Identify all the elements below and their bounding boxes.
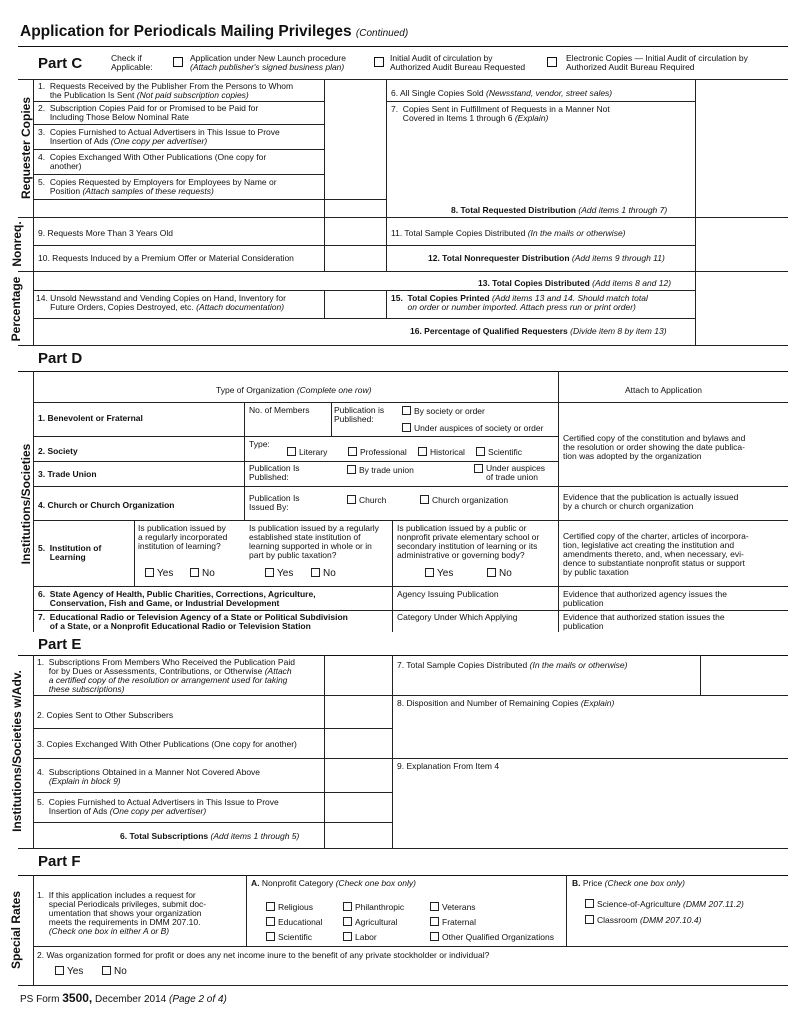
attach-constitution: Certified copy of the constitution and bylaws and the resolution or order showing the date publica- tion was adopted by the organization (563, 433, 746, 461)
no-of-members-label: No. of Members (249, 405, 310, 415)
part-c-item-6: 6. All Single Copies Sold (Newsstand, vendor, street sales) (391, 88, 613, 98)
under-auspices-society-option[interactable]: Under auspices of society or order (402, 423, 543, 433)
f2-yes[interactable]: Yes (55, 966, 83, 978)
electronic-copies-checkbox[interactable] (547, 57, 557, 68)
check-if-label: Check if Applicable: (111, 53, 153, 72)
part-c-item-10: 10. Requests Induced by a Premium Offer or Material Consideration (38, 253, 294, 263)
part-e-item-8: 8. Disposition and Number of Remaining Copies (Explain) (397, 698, 615, 708)
part-e-item-5: 5. Copies Furnished to Actual Advertisers in This Issue to Prove Insertion of Ads (One copy per advertiser) (37, 797, 279, 816)
side-label-special-rates: Special Rates (9, 890, 23, 970)
society-literary-option[interactable]: Literary (287, 447, 327, 457)
part-d-label: Part D (38, 350, 83, 367)
part-c-item-8: 8. Total Requested Distribution (Add items 1 through 7) (451, 205, 668, 215)
attach-church-evidence: Evidence that the publication is actually issued by a church or church organization (563, 492, 739, 511)
side-label-requester: Requester Copies (19, 96, 33, 200)
society-professional-option[interactable]: Professional (348, 447, 407, 457)
f2-no[interactable]: No (102, 966, 127, 978)
society-scientific-option[interactable]: Scientific (476, 447, 522, 457)
by-society-option[interactable]: By society or order (402, 406, 485, 416)
side-label-institutions: Institutions/Societies (19, 443, 33, 565)
side-label-institutions-adv: Institutions/Societies w/Adv. (10, 670, 24, 832)
continued-label: (Continued) (355, 28, 409, 39)
q1-yes[interactable]: Yes (145, 568, 173, 580)
q3-no[interactable]: No (487, 568, 512, 580)
church-issued-by-label: Publication Is Issued By: (249, 493, 300, 512)
q3-yes[interactable]: Yes (425, 568, 453, 580)
classroom-option[interactable]: Classroom (DMM 207.10.4) (585, 915, 701, 925)
part-e-item-2: 2. Copies Sent to Other Subscribers (37, 710, 174, 720)
part-f-item-1: 1. If this application includes a request for special Periodicals privileges, submit doc- umentation that shows your organization meets the requirements in DMM 207.10. (Check one box in either A or B) (37, 890, 207, 936)
page-title (20, 24, 408, 40)
philanthropic-option[interactable]: Philanthropic (343, 902, 404, 912)
q2-yes[interactable]: Yes (265, 568, 293, 580)
part-e-item-6: 6. Total Subscriptions (Add items 1 through 5) (120, 831, 300, 841)
row-trade-union: 3. Trade Union (38, 469, 97, 479)
fraternal-option[interactable]: Fraternal (430, 917, 476, 927)
part-c-item-14: 14. Unsold Newsstand and Vending Copies on Hand, Inventory for Future Orders, Copies Destroyed, etc. (Attach documentation) (36, 293, 286, 312)
trade-union-published-label: Publication Is Published: (249, 463, 300, 482)
nonprofit-category-header: A. Nonprofit Category (Check one box only) (251, 878, 416, 888)
educational-option[interactable]: Educational (266, 917, 322, 927)
attach-charter: Certified copy of the charter, articles of incorpora- tion, legislative act creating the institution and amendments thereto, and, when necessary, evi- dence to substantiate nonprofit status or support by public taxation (563, 531, 749, 577)
new-launch-label: Application under New Launch procedure (Attach publisher's signed business plan) (190, 53, 346, 72)
scientific-option[interactable]: Scientific (266, 932, 312, 942)
part-c-item-3: 3. Copies Furnished to Actual Advertisers in This Issue to Prove Insertion of Ads (One copy per advertiser) (38, 127, 280, 146)
q-incorporated-institution: Is publication issued by a regularly incorporated institution of learning? (138, 523, 228, 551)
q1-no[interactable]: No (190, 568, 215, 580)
church-organization-option[interactable]: Church organization (420, 495, 508, 505)
part-c-item-9: 9. Requests More Than 3 Years Old (38, 228, 173, 238)
part-f-label: Part F (38, 853, 81, 870)
form-footer: PS Form 3500, December 2014 (Page 2 of 4) (20, 991, 227, 1005)
part-e-label: Part E (38, 636, 82, 653)
agricultural-option[interactable]: Agricultural (343, 917, 398, 927)
type-of-organization-header: Type of Organization (Complete one row) (216, 385, 372, 395)
row-society: 2. Society (38, 446, 78, 456)
attach-station-evidence: Evidence that authorized station issues the publication (563, 612, 725, 631)
by-trade-union-option[interactable]: By trade union (347, 465, 414, 475)
part-c-label: Part C (38, 55, 83, 72)
part-c-item-5: 5. Copies Requested by Employers for Employees by Name or Position (Attach samples of these requests) (38, 177, 277, 196)
row-benevolent: 1. Benevolent or Fraternal (38, 413, 143, 423)
q-state-institution: Is publication issued by a regularly established state institution of learning supported in whole or in part by public taxation? (249, 523, 379, 560)
side-label-nonreq: Nonreq. (10, 221, 24, 267)
price-header: B. Price (Check one box only) (572, 878, 685, 888)
row-church: 4. Church or Church Organization (38, 500, 175, 510)
veterans-option[interactable]: Veterans (430, 902, 476, 912)
part-c-item-13: 13. Total Copies Distributed (Add items 8 and 12) (478, 278, 672, 288)
part-c-item-7: 7. Copies Sent in Fulfillment of Requests in a Manner Not Covered in Items 1 through 6 (Explain) (391, 104, 610, 123)
other-qualified-option[interactable]: Other Qualified Organizations (430, 932, 554, 942)
row-institution-learning: 5. Institution of Learning (38, 543, 102, 562)
new-launch-checkbox[interactable] (173, 57, 183, 68)
agency-issuing-label: Agency Issuing Publication (397, 589, 499, 599)
attach-to-application-header: Attach to Application (625, 385, 703, 395)
part-e-item-7: 7. Total Sample Copies Distributed (In the mails or otherwise) (397, 660, 628, 670)
q-public-school: Is publication issued by a public or nonprofit private elementary school or secondary institution of learning or its administrative or governing body? (397, 523, 540, 560)
part-c-item-16: 16. Percentage of Qualified Requesters (Divide item 8 by item 13) (410, 326, 667, 336)
attach-agency-evidence: Evidence that authorized agency issues the publication (563, 589, 727, 608)
part-c-item-4: 4. Copies Exchanged With Other Publications (One copy for another) (38, 152, 267, 171)
part-c-item-11: 11. Total Sample Copies Distributed (In the mails or otherwise) (391, 228, 626, 238)
society-type-label: Type: (249, 439, 270, 449)
side-label-percentage: Percentage (9, 276, 23, 342)
labor-option[interactable]: Labor (343, 932, 377, 942)
initial-audit-checkbox[interactable] (374, 57, 384, 68)
electronic-copies-label: Electronic Copies — Initial Audit of circulation by Authorized Audit Bureau Required (566, 53, 748, 72)
part-e-item-3: 3. Copies Exchanged With Other Publications (One copy for another) (37, 739, 297, 749)
part-c-item-2: 2. Subscription Copies Paid for or Promised to be Paid for Including Those Below Nominal Rate (38, 103, 259, 122)
row-educational-radio: 7. Educational Radio or Television Agency of a State or Political Subdivision of a State, or a Nonprofit Educational Radio or Television Station (38, 612, 348, 631)
religious-option[interactable]: Religious (266, 902, 313, 912)
part-e-item-1: 1. Subscriptions From Members Who Received the Publication Paid for by Dues or Assessments, Contributions, or Otherwise (Attach a certified copy of the resolution or arrangement used for taking these subscriptions) (37, 657, 295, 694)
publication-is-published-label: Publication is Published: (334, 405, 385, 424)
part-c-item-1: 1. Requests Received by the Publisher From the Persons to Whom the Publication Is Sent (Not paid subscription copies) (38, 81, 294, 100)
part-e-item-9: 9. Explanation From Item 4 (397, 761, 500, 771)
society-historical-option[interactable]: Historical (418, 447, 465, 457)
part-c-item-12: 12. Total Nonrequester Distribution (Add items 9 through 11) (428, 253, 665, 263)
church-option[interactable]: Church (347, 495, 386, 505)
under-auspices-trade-union-option[interactable]: Under auspices of trade union (474, 464, 545, 482)
part-c-item-15: 15. Total Copies Printed (Add items 13 and 14. Should match total on order or number imported. Attach press run or print order) (391, 293, 648, 312)
initial-audit-label: Initial Audit of circulation by Authorized Audit Bureau Requested (390, 53, 526, 72)
row-state-agency: 6. State Agency of Health, Public Charities, Corrections, Agriculture, Conservation, Fish and Game, or Industrial Development (38, 589, 316, 608)
title-text: Application for Periodicals Mailing Privileges (20, 23, 352, 40)
category-applying-label: Category Under Which Applying (397, 612, 518, 622)
science-of-agriculture-option[interactable]: Science-of-Agriculture (DMM 207.11.2) (585, 899, 744, 909)
part-f-item-2: 2. Was organization formed for profit or does any net income inure to the benefit of any private stockholder or individual? (37, 950, 490, 960)
part-e-item-4: 4. Subscriptions Obtained in a Manner Not Covered Above (Explain in block 9) (37, 767, 261, 786)
q2-no[interactable]: No (311, 568, 336, 580)
